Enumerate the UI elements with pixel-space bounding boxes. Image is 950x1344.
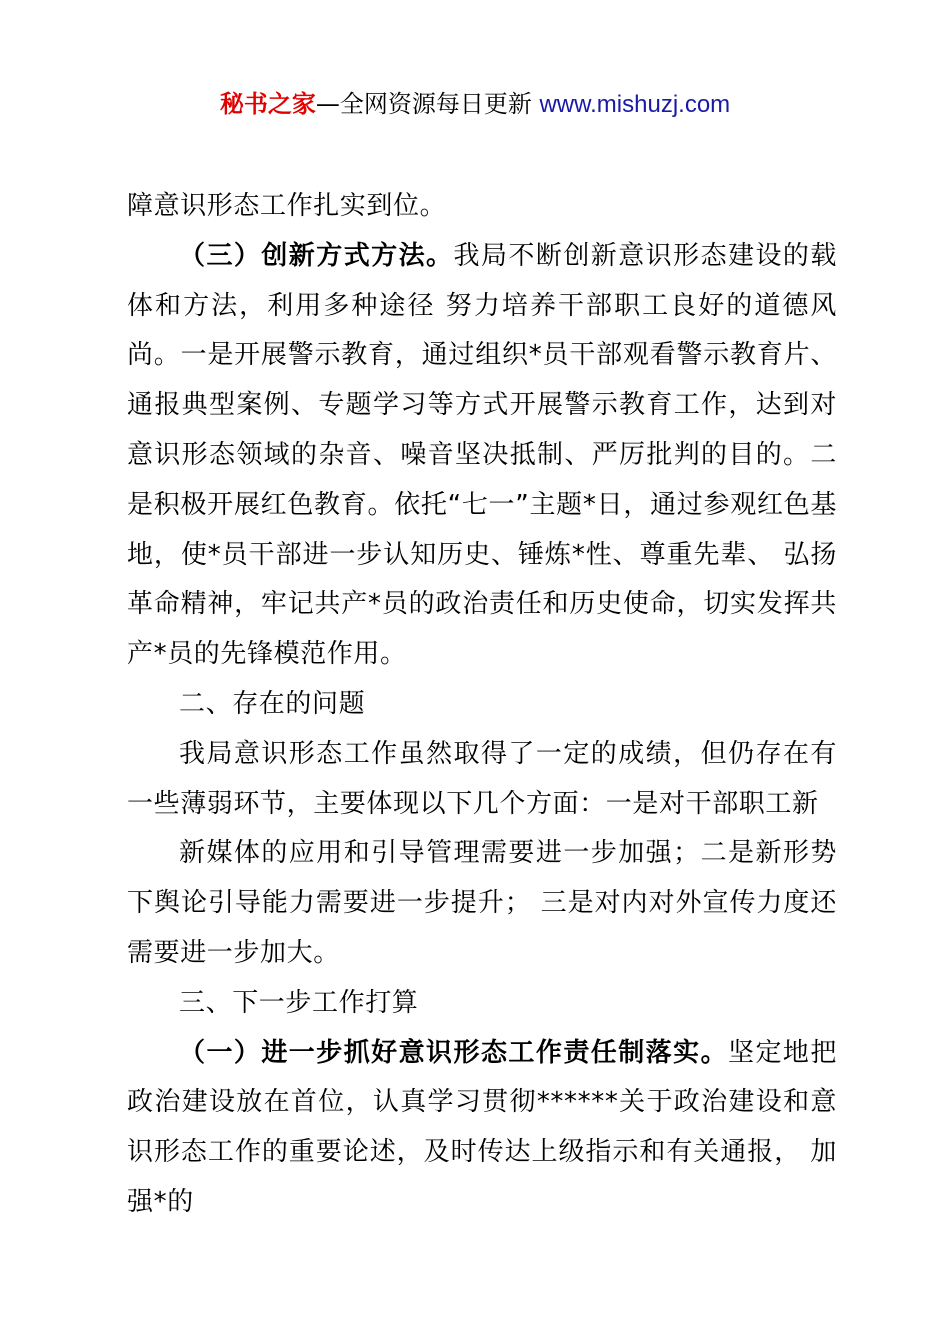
document-body: [127, 182, 837, 1228]
section-heading-problems: [127, 680, 837, 730]
paragraph-heading: （一）进一步抓好意识形态工作责任制落实。: [179, 1037, 729, 1068]
paragraph-continuation: [127, 182, 837, 232]
paragraph-heading: （三）创新方式方法。: [179, 240, 454, 271]
header-brand: 秘书之家: [219, 90, 316, 118]
paragraph-text: 二、存在的问题: [179, 688, 366, 719]
paragraph-problems-cont: [127, 829, 837, 978]
header-tagline: —全网资源每日更新: [315, 90, 540, 118]
section-heading-next-steps: [127, 979, 837, 1029]
paragraph-innovation: [127, 232, 837, 680]
paragraph-text: 坚定地把政治建设放在首位，认真学习贯彻******关于政治建设和意识形态工作的重要论述，及时传达上级指示和有关通报， 加强*的: [127, 1037, 837, 1217]
paragraph-text: 新媒体的应用和引导管理需要进一步加强；二是新形势下舆论引导能力需要进一步提升； 三是对内对外宣传力度还需要进一步加大。: [127, 838, 837, 968]
header-url[interactable]: www.mishuzj.com: [539, 91, 731, 118]
paragraph-responsibility: [127, 1029, 837, 1228]
paragraph-text: 三、下一步工作打算: [179, 987, 419, 1018]
paragraph-problems: [127, 730, 837, 830]
page-header: [0, 86, 950, 123]
paragraph-text: 我局不断创新意识形态建设的载体和方法，利用多种途径 努力培养干部职工良好的道德风尚。一是开展警示教育，通过组织*员干部观看警示教育片、 通报典型案例、专题学习等方式开展警示教育工作，达到对意识形态领域的杂音、噪音坚决抵制、严厉批判的目的。二是积极开展红色教育。依托“七一”主题*日，通过参观红色基地，使*员干部进一步认知历史、锤炼*性、尊重先辈、 弘扬革命精神，牢记共产*员的政治责任和历史使命，切实发挥共产*员的先锋模范作用。: [127, 240, 837, 670]
paragraph-text: 我局意识形态工作虽然取得了一定的成绩，但仍存在有一些薄弱环节，主要体现以下几个方面：一是对干部职工新: [127, 738, 837, 819]
paragraph-text: 障意识形态工作扎实到位。: [127, 191, 447, 221]
